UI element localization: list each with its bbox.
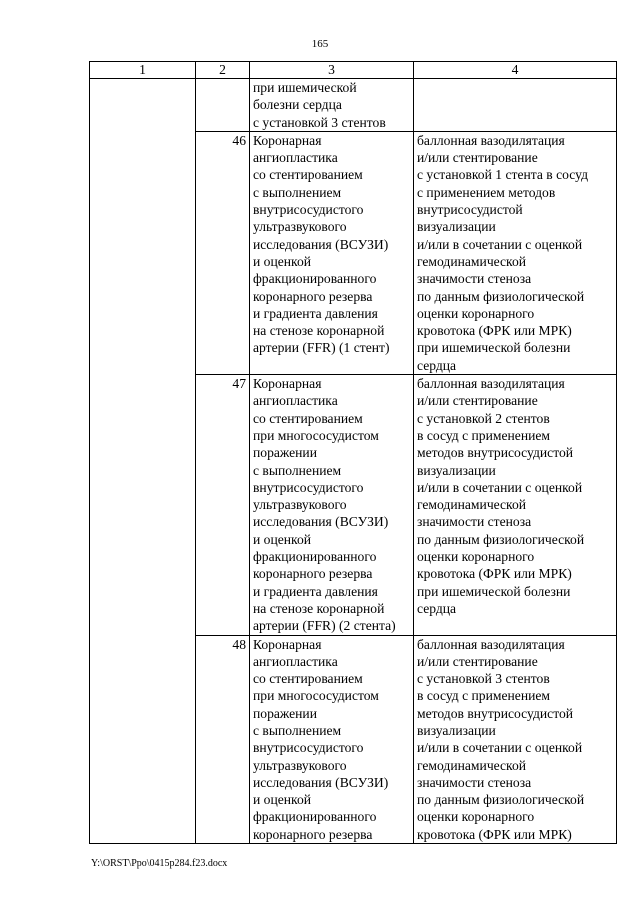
procedures-table <box>89 61 617 844</box>
column-header-4: 4 <box>414 62 617 79</box>
column-header-1: 1 <box>90 62 196 79</box>
procedure-name: Коронарная ангиопластика со стентированием при многососудистом поражении с выполнением внутрисосудистого ультразвукового исследования (ВСУЗИ) и оценкой фракционированного коронарного резерва и градиента давления на стенозе коронарной артерии (FFR) (2 стента) <box>250 375 414 635</box>
column-header-2: 2 <box>196 62 250 79</box>
row-number: 48 <box>196 635 250 844</box>
row-number: 46 <box>196 131 250 374</box>
procedure-description <box>414 79 617 132</box>
page-number: 165 <box>311 38 329 50</box>
procedure-name: при ишемической болезни сердца с установкой 3 стентов <box>250 79 414 132</box>
procedure-name: Коронарная ангиопластика со стентированием с выполнением внутрисосудистого ультразвукового исследования (ВСУЗИ) и оценкой фракционированного коронарного резерва и градиента давления на стенозе коронарной артерии (FFR) (1 стент) <box>250 131 414 374</box>
procedure-description: баллонная вазодилятация и/или стентирование с установкой 1 стента в сосуд с применением методов внутрисосудистой визуализации и/или в сочетании с оценкой гемодинамической значимости стеноза по данным физиологической оценки коронарного кровотока (ФРК или МРК) при ишемической болезни сердца <box>414 131 617 374</box>
procedure-description: баллонная вазодилятация и/или стентирование с установкой 3 стентов в сосуд с применением методов внутрисосудистой визуализации и/или в сочетании с оценкой гемодинамической значимости стеноза по данным физиологической оценки коронарного кровотока (ФРК или МРК) <box>414 635 617 844</box>
column-header-3: 3 <box>250 62 414 79</box>
row-number: 47 <box>196 375 250 635</box>
procedure-name: Коронарная ангиопластика со стентированием при многососудистом поражении с выполнением внутрисосудистого ультразвукового исследования (ВСУЗИ) и оценкой фракционированного коронарного резерва <box>250 635 414 844</box>
procedure-description: баллонная вазодилятация и/или стентирование с установкой 2 стентов в сосуд с применением методов внутрисосудистой визуализации и/или в сочетании с оценкой гемодинамической значимости стеноза по данным физиологической оценки коронарного кровотока (ФРК или МРК) при ишемической болезни сердца <box>414 375 617 635</box>
row-number <box>196 79 250 132</box>
table-header-row <box>90 62 617 79</box>
table-row <box>90 79 617 132</box>
footer-file-path: Y:\ORST\Ppo\0415p284.f23.docx <box>91 858 228 869</box>
group-cell <box>90 79 196 844</box>
